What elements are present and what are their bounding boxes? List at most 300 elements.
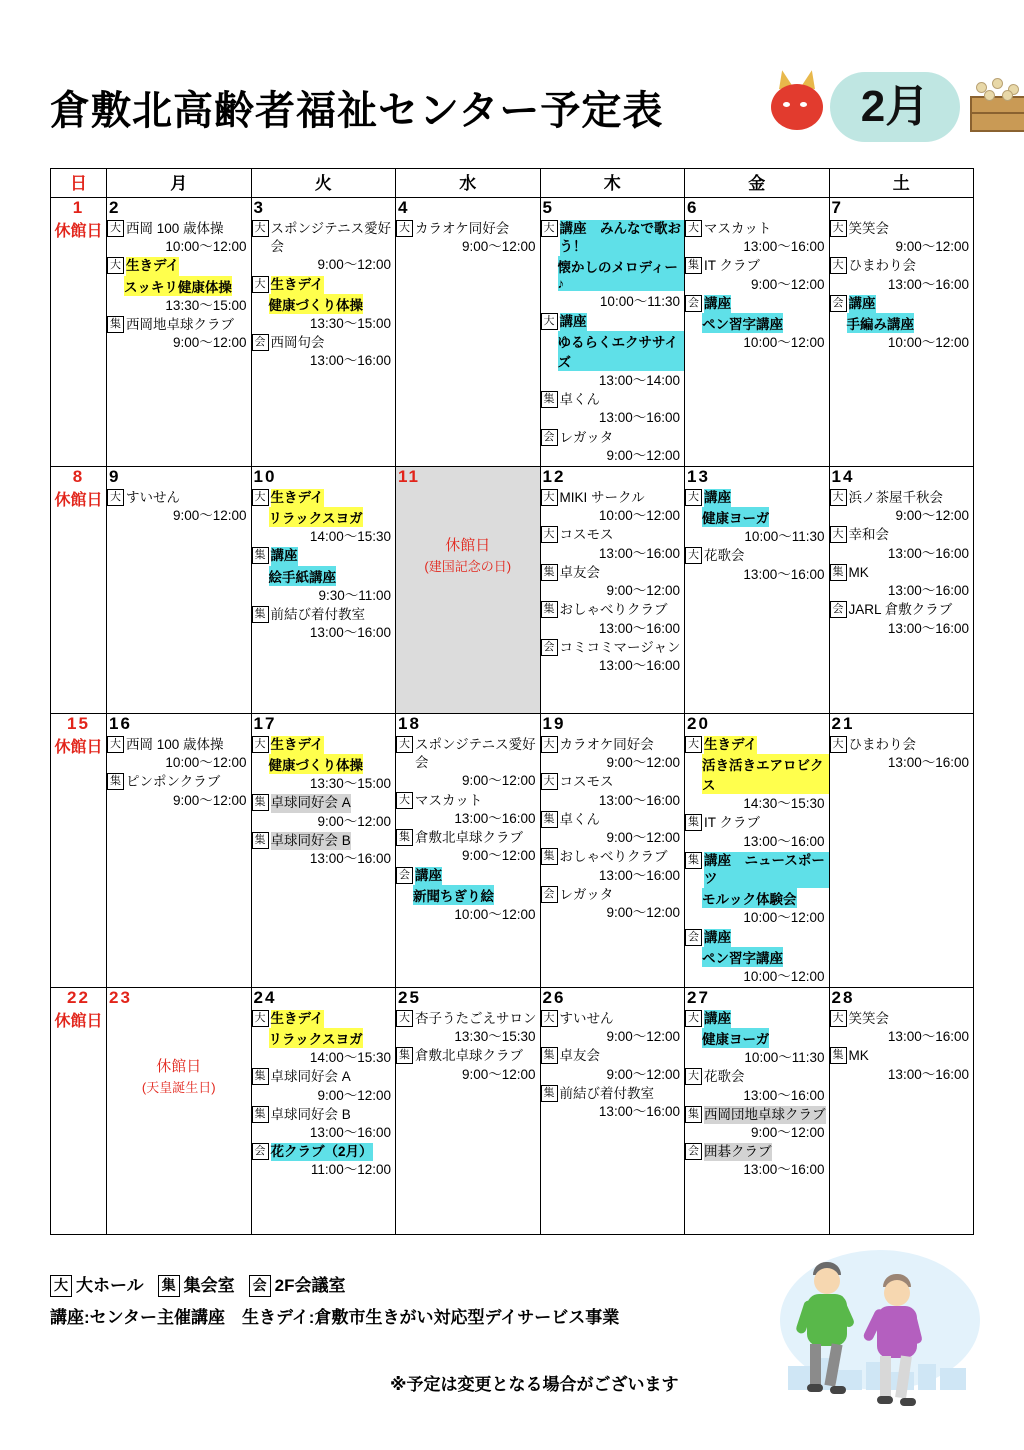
dai-tag-icon: 大	[50, 1275, 72, 1297]
weekday-header-sat: 土	[829, 169, 974, 198]
event-entry	[541, 736, 685, 772]
closed-label: 休館日	[54, 738, 103, 756]
event-entry	[252, 276, 396, 333]
event-name: おしゃべりクラブ	[559, 849, 668, 865]
event-name: 講座	[704, 295, 731, 313]
shu-tag-icon: 集	[158, 1275, 180, 1297]
event-name: レガッタ	[559, 429, 614, 445]
event-entry	[396, 1047, 540, 1083]
event-name-second-line: 健康ヨーガ	[702, 507, 769, 527]
room-tag-icon: 大	[685, 736, 702, 753]
room-tag-icon: 大	[107, 736, 124, 753]
event-entry	[830, 295, 974, 352]
day-cell	[251, 713, 396, 987]
legend-line2: 講座:センター主催講座 生きデイ:倉敷市生きがい対応型デイサービス事業	[50, 1308, 620, 1328]
room-tag-icon: 会	[830, 601, 847, 618]
day-cell	[396, 466, 541, 713]
event-name: 浜ノ茶屋千秋会	[848, 489, 943, 505]
room-tag-icon: 大	[107, 220, 124, 237]
room-tag-icon: 大	[541, 736, 558, 753]
event-time: 13:00～16:00	[743, 239, 825, 255]
event-time: 14:00～15:30	[309, 529, 391, 545]
room-tag-icon: 会	[252, 1143, 269, 1160]
event-time: 9:00～12:00	[317, 813, 391, 829]
event-entry	[541, 220, 685, 312]
event-time: 13:00～16:00	[598, 792, 680, 808]
room-tag-icon: 集	[685, 852, 702, 869]
event-time: 13:00～16:00	[309, 353, 391, 369]
holiday-notice	[107, 1056, 251, 1098]
day-number: 5	[542, 198, 554, 217]
event-name: おしゃべりクラブ	[559, 602, 668, 618]
month-label: 2月	[860, 82, 930, 131]
event-entry	[252, 220, 396, 275]
event-entry	[685, 220, 829, 256]
event-name-second-line: リラックスヨガ	[269, 1028, 363, 1048]
event-entry	[830, 257, 974, 293]
event-name: 笑笑会	[848, 221, 889, 236]
room-tag-icon: 集	[541, 848, 558, 865]
day-number: 14	[831, 466, 855, 486]
event-entry	[685, 852, 829, 928]
room-tag-icon: 集	[541, 564, 558, 581]
week-row	[51, 987, 974, 1234]
schedule-table	[50, 168, 974, 1235]
month-badge	[830, 72, 960, 142]
week-row	[51, 713, 974, 987]
event-time: 13:00～16:00	[887, 1029, 969, 1045]
day-number: 22	[67, 987, 90, 1007]
event-time: 9:00～12:00	[461, 773, 536, 789]
event-entry	[252, 794, 396, 830]
event-time: 9:00～12:00	[750, 1125, 825, 1141]
event-name: ピンポンクラブ	[126, 774, 221, 790]
day-number: 15	[67, 713, 90, 733]
sunday-closed-cell	[51, 466, 107, 713]
event-entry	[685, 489, 829, 546]
holiday-reason: (天皇誕生日)	[141, 1080, 216, 1096]
room-tag-icon: 会	[541, 639, 558, 656]
day-cell	[396, 198, 541, 467]
week-row	[51, 466, 974, 713]
day-cell	[107, 198, 252, 467]
day-number: 11	[398, 466, 420, 486]
event-time: 13:00～16:00	[743, 833, 825, 849]
event-name: 講座	[849, 295, 876, 313]
room-tag-icon: 大	[107, 257, 124, 274]
weekday-header-mon: 月	[107, 169, 252, 198]
event-name: 卓友会	[559, 564, 600, 580]
event-name: 倉敷北卓球クラブ	[415, 830, 523, 846]
event-entry	[396, 867, 540, 924]
event-time: 9:00～12:00	[317, 257, 391, 273]
event-time: 13:00～16:00	[887, 583, 969, 599]
event-name: 西岡 100 歳体操	[126, 736, 224, 752]
event-entry	[685, 1143, 829, 1179]
event-entry	[107, 736, 251, 772]
room-tag-icon: 大	[685, 1010, 702, 1027]
day-number: 27	[687, 987, 710, 1007]
day-cell	[540, 466, 685, 713]
day-cell	[107, 987, 252, 1234]
event-entry	[396, 792, 540, 828]
event-time: 13:00～16:00	[454, 810, 536, 826]
event-time: 9:00～12:00	[606, 447, 680, 463]
event-time: 13:00～16:00	[309, 851, 391, 867]
legend-dai-label: 大ホール	[76, 1276, 144, 1295]
kai-tag-icon: 会	[249, 1275, 271, 1297]
event-time: 13:00～16:00	[598, 620, 680, 636]
event-entry	[541, 564, 685, 600]
room-tag-icon: 集	[685, 814, 702, 831]
event-name: 西岡句会	[270, 335, 325, 351]
event-entry	[107, 316, 251, 352]
event-name: スポンジテニス愛好会	[270, 221, 392, 255]
day-number: 1	[72, 198, 85, 217]
room-tag-icon: 集	[107, 773, 124, 790]
event-time: 9:00～12:00	[895, 508, 969, 524]
day-cell	[685, 987, 830, 1234]
event-time: 10:00～12:00	[454, 906, 536, 922]
event-time: 13:00～16:00	[743, 566, 825, 582]
event-name: コスモス	[559, 774, 614, 790]
event-time: 13:00～16:00	[598, 545, 680, 561]
closed-label: 休館日	[54, 491, 103, 509]
room-tag-icon: 大	[396, 792, 413, 809]
event-name: MIKI サークル	[559, 489, 645, 505]
event-time: 9:00～12:00	[172, 792, 247, 808]
event-name-second-line: 健康ヨーガ	[702, 1028, 769, 1048]
event-entry	[541, 1047, 685, 1083]
day-number: 23	[109, 987, 132, 1007]
event-name: 生きデイ	[271, 276, 324, 294]
event-name-second-line: 新聞ちぎり絵	[413, 885, 494, 905]
event-entry	[685, 1106, 829, 1142]
event-entry	[830, 220, 974, 256]
event-entry	[107, 489, 251, 525]
day-cell	[107, 466, 252, 713]
event-time: 13:00～16:00	[887, 276, 969, 292]
day-cell	[685, 713, 830, 987]
room-tag-icon: 会	[541, 886, 558, 903]
event-time: 13:00～16:00	[887, 1066, 969, 1082]
room-tag-icon: 集	[685, 257, 702, 274]
event-entry	[685, 736, 829, 813]
room-tag-icon: 集	[252, 1068, 269, 1085]
room-tag-icon: 大	[252, 276, 269, 293]
event-time: 9:00～12:00	[895, 239, 969, 255]
closed-label: 休館日	[54, 223, 103, 240]
event-name: MK	[848, 1048, 869, 1064]
event-time: 13:00～16:00	[598, 410, 680, 426]
day-number: 9	[109, 466, 121, 486]
event-name: 生きデイ	[704, 736, 757, 754]
event-name-second-line: ゆるらくエクササイズ	[558, 331, 685, 371]
room-tag-icon: 大	[685, 547, 702, 564]
room-tag-icon: 集	[685, 1106, 702, 1123]
event-name: ひまわり会	[848, 258, 916, 274]
day-cell	[107, 713, 252, 987]
legend-dai	[50, 1270, 144, 1302]
day-number: 24	[253, 987, 277, 1007]
event-name-second-line: スッキリ健康体操	[124, 276, 232, 296]
event-time: 14:30～15:30	[743, 796, 825, 812]
event-time: 13:00～16:00	[309, 1125, 391, 1141]
event-time: 9:00～12:00	[461, 848, 536, 864]
oni-face-icon	[767, 70, 829, 132]
week-row	[51, 198, 974, 467]
event-entry	[685, 295, 829, 352]
event-entry	[541, 526, 685, 562]
room-tag-icon: 会	[396, 867, 413, 884]
event-time: 9:00～12:00	[606, 1066, 680, 1082]
room-tag-icon: 大	[685, 220, 702, 237]
room-tag-icon: 会	[830, 295, 847, 312]
event-name-second-line: リラックスヨガ	[269, 507, 363, 527]
weekday-header-wed: 水	[396, 169, 541, 198]
event-time: 10:00～12:00	[743, 910, 825, 926]
event-entry	[685, 547, 829, 583]
event-time: 13:00～16:00	[743, 1162, 825, 1178]
room-tag-icon: 大	[252, 489, 269, 506]
page-header	[50, 72, 980, 150]
event-time: 13:00～16:00	[887, 620, 969, 636]
event-time: 13:00～16:00	[743, 1087, 825, 1103]
event-entry	[107, 257, 251, 314]
room-tag-icon: 大	[396, 1010, 413, 1027]
event-entry	[541, 811, 685, 847]
event-entry	[107, 220, 251, 256]
sunday-closed-cell	[51, 713, 107, 987]
table-header-row	[51, 169, 974, 198]
day-cell	[251, 466, 396, 713]
event-name-second-line: 手編み講座	[847, 313, 915, 333]
event-entry	[685, 814, 829, 850]
weekday-header-fri: 金	[685, 169, 830, 198]
event-time: 10:00～12:00	[887, 335, 969, 351]
room-tag-icon: 集	[252, 547, 269, 564]
event-name: コスモス	[559, 527, 614, 543]
event-time: 13:00～16:00	[887, 545, 969, 561]
event-time: 9:00～12:00	[606, 904, 680, 920]
room-tag-icon: 集	[830, 1047, 847, 1064]
event-name: 卓球同好会 B	[270, 1106, 351, 1122]
day-cell	[396, 987, 541, 1234]
event-name: 卓球同好会 B	[271, 832, 351, 850]
event-name: カラオケ同好会	[415, 221, 510, 236]
event-name: 倉敷北卓球クラブ	[415, 1048, 523, 1064]
event-entry	[541, 429, 685, 465]
room-tag-icon: 集	[541, 811, 558, 828]
room-tag-icon: 集	[396, 1047, 413, 1064]
event-time: 9:00～12:00	[461, 239, 536, 255]
legend	[50, 1270, 750, 1335]
event-entry	[252, 489, 396, 546]
event-time: 9:00～12:00	[172, 508, 247, 524]
event-name: IT クラブ	[704, 258, 761, 274]
legend-kai	[249, 1270, 346, 1302]
event-name: 生きデイ	[271, 1010, 324, 1028]
event-entry	[830, 564, 974, 600]
holiday-label: 休館日	[445, 536, 491, 554]
day-number: 26	[542, 987, 566, 1007]
event-entry	[541, 1010, 685, 1046]
event-time: 13:00～16:00	[598, 867, 680, 883]
event-entry	[830, 736, 974, 772]
room-tag-icon: 大	[830, 220, 847, 237]
room-tag-icon: 大	[252, 736, 269, 753]
holiday-reason: (建国記念の日)	[424, 559, 512, 575]
event-time: 10:00～12:00	[743, 335, 825, 351]
event-entry	[830, 526, 974, 562]
day-number: 16	[109, 713, 132, 733]
room-tag-icon: 大	[685, 1068, 702, 1085]
event-name: 花歌会	[704, 548, 745, 564]
event-name: 生きデイ	[271, 736, 324, 754]
event-name: カラオケ同好会	[559, 736, 654, 752]
day-number: 21	[831, 713, 855, 733]
event-entry	[685, 1010, 829, 1067]
event-time: 13:30～15:00	[165, 297, 247, 313]
day-cell	[829, 987, 974, 1234]
room-tag-icon: 大	[830, 489, 847, 506]
event-name: 生きデイ	[126, 257, 179, 275]
event-name: マスカット	[415, 792, 483, 808]
event-entry	[541, 848, 685, 884]
day-number: 6	[687, 198, 699, 217]
event-name: 講座	[704, 1010, 731, 1028]
room-tag-icon: 大	[252, 220, 269, 237]
day-number: 13	[687, 466, 710, 486]
sunday-closed-cell	[51, 198, 107, 467]
event-entry	[252, 736, 396, 793]
day-cell	[829, 198, 974, 467]
event-name-second-line: 絵手紙講座	[269, 566, 337, 586]
event-name: すいせん	[559, 1010, 614, 1026]
legend-kai-label: 2F会議室	[274, 1276, 346, 1295]
room-tag-icon: 大	[541, 313, 558, 330]
holiday-notice	[396, 535, 540, 577]
event-entry	[252, 832, 396, 868]
event-time: 10:00～12:00	[165, 239, 247, 255]
elderly-couple-illustration	[780, 1230, 980, 1420]
event-name: 講座	[415, 867, 442, 885]
event-entry	[107, 773, 251, 809]
event-name: 講座	[560, 313, 587, 331]
event-entry	[830, 601, 974, 637]
day-number: 17	[253, 713, 277, 733]
event-name: 講座	[271, 547, 298, 565]
weekday-header-sun: 日	[51, 169, 107, 198]
room-tag-icon: 大	[252, 1010, 269, 1027]
event-name: 西岡 100 歳体操	[126, 221, 224, 236]
event-name: IT クラブ	[704, 815, 761, 831]
event-name: 講座 ニュースポーツ	[704, 852, 829, 888]
room-tag-icon: 集	[541, 391, 558, 408]
event-entry	[541, 639, 685, 675]
event-time: 9:00～12:00	[606, 1029, 680, 1045]
event-name: MK	[848, 564, 869, 580]
event-name: すいせん	[126, 489, 180, 505]
event-entry	[541, 489, 685, 525]
event-time: 10:00～11:30	[744, 1050, 825, 1066]
event-time: 9:00～12:00	[606, 583, 680, 599]
event-time: 9:00～12:00	[317, 1087, 391, 1103]
event-name: 西岡地卓球クラブ	[126, 316, 234, 332]
event-name: 囲碁クラブ	[704, 1143, 772, 1161]
day-cell	[685, 198, 830, 467]
event-name: 卓くん	[559, 811, 600, 827]
sunday-closed-cell	[51, 987, 107, 1234]
room-tag-icon: 大	[830, 1010, 847, 1027]
event-entry	[252, 334, 396, 370]
room-tag-icon: 大	[830, 736, 847, 753]
mame-box-icon	[970, 78, 1024, 136]
event-time: 10:00～12:00	[743, 968, 825, 984]
change-note: ※予定は変更となる場合がございます	[390, 1375, 679, 1394]
room-tag-icon: 会	[685, 929, 702, 946]
weekday-header-tue: 火	[251, 169, 396, 198]
event-time: 11:00～12:00	[310, 1162, 391, 1178]
event-entry	[252, 1143, 396, 1179]
event-time: 9:00～12:00	[606, 830, 680, 846]
event-time: 9:30～11:00	[318, 587, 391, 603]
day-cell	[829, 713, 974, 987]
event-time: 13:30～15:00	[309, 776, 391, 792]
event-entry	[541, 1085, 685, 1121]
holiday-label: 休館日	[156, 1057, 202, 1075]
room-tag-icon: 集	[830, 564, 847, 581]
day-number: 12	[542, 466, 566, 486]
room-tag-icon: 集	[252, 1106, 269, 1123]
room-tag-icon: 大	[541, 526, 558, 543]
event-name: 西岡団地卓球クラブ	[704, 1106, 826, 1124]
day-number: 10	[253, 466, 277, 486]
event-time: 10:00～11:30	[599, 294, 680, 310]
event-entry	[252, 1010, 396, 1067]
event-time: 9:00～12:00	[606, 755, 680, 771]
legend-shu-label: 集会室	[183, 1276, 235, 1295]
day-number: 8	[72, 466, 85, 486]
event-name: 花歌会	[704, 1069, 745, 1085]
event-name: 卓友会	[559, 1048, 600, 1064]
room-tag-icon: 大	[541, 220, 558, 237]
event-entry	[252, 1068, 396, 1104]
event-entry	[830, 1047, 974, 1083]
event-time: 13:30～15:30	[454, 1029, 536, 1045]
event-name-second-line: ペン習字講座	[702, 947, 783, 967]
page-title: 倉敷北高齢者福祉センター予定表	[50, 89, 664, 133]
room-tag-icon: 集	[541, 1047, 558, 1064]
room-tag-icon: 大	[107, 489, 124, 506]
event-name: JARL 倉敷クラブ	[848, 602, 953, 618]
event-name: 生きデイ	[271, 489, 324, 507]
event-time: 13:30～15:00	[309, 315, 391, 331]
event-time: 13:00～16:00	[598, 1104, 680, 1120]
event-name-second-line: 活き活きエアロビクス	[702, 754, 829, 794]
room-tag-icon: 大	[541, 773, 558, 790]
event-name-second-line: 健康づくり体操	[269, 294, 364, 314]
event-name: 花クラブ（2月）	[271, 1143, 373, 1161]
day-number: 4	[398, 198, 410, 217]
day-cell	[251, 987, 396, 1234]
event-entry	[541, 886, 685, 922]
room-tag-icon: 大	[685, 489, 702, 506]
event-entry	[541, 313, 685, 390]
event-entry	[685, 1068, 829, 1104]
day-number: 28	[831, 987, 855, 1007]
event-name-second-line: ペン習字講座	[702, 313, 783, 333]
